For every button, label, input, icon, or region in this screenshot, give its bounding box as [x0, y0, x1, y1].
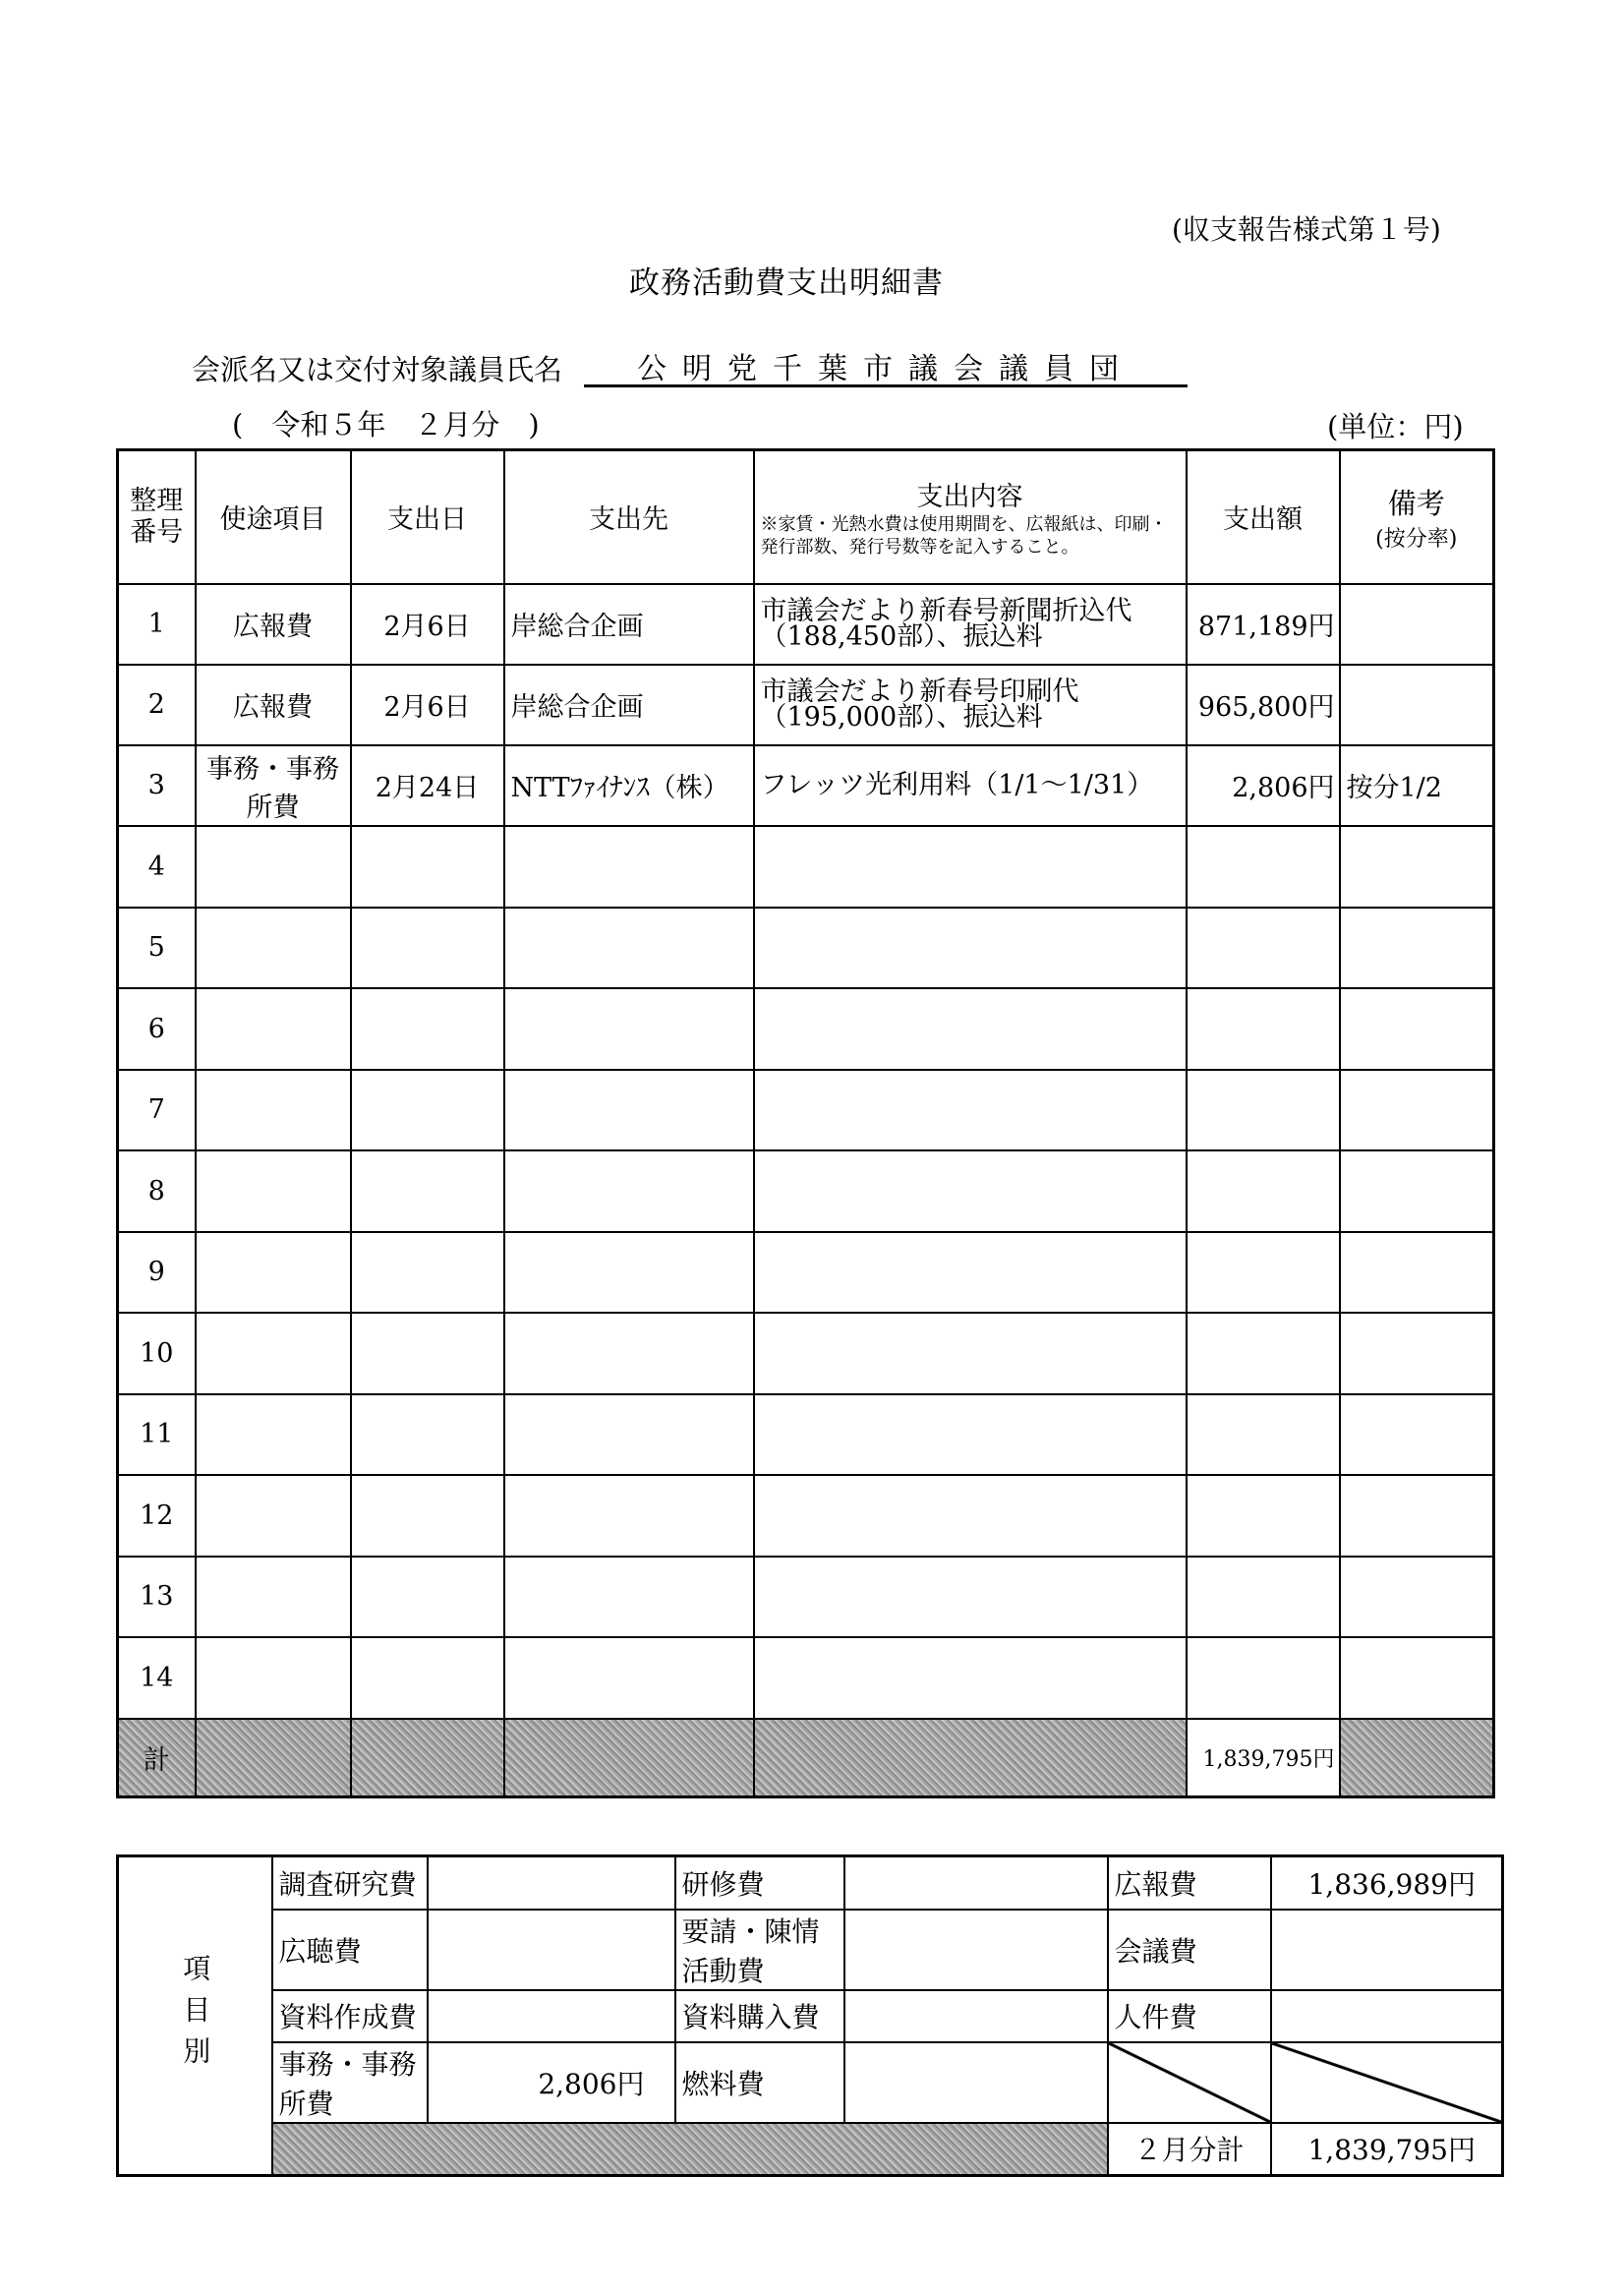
row-content: フレッツ光利用料（1/1〜1/31） — [754, 745, 1187, 826]
row-remarks — [1340, 908, 1494, 988]
row-amount — [1187, 1637, 1340, 1719]
row-amount — [1187, 1475, 1340, 1557]
row-content — [754, 908, 1187, 988]
row-number: 1 — [118, 584, 196, 665]
row-payee — [504, 1394, 754, 1475]
row-remarks — [1340, 1557, 1494, 1637]
value-petition — [844, 1910, 1108, 1990]
row-date — [351, 1394, 504, 1475]
row-remarks — [1340, 1070, 1494, 1150]
row-content — [754, 1313, 1187, 1394]
name-label: 会派名又は交付対象議員氏名 — [192, 353, 563, 386]
label-month-total: ２月分計 — [1108, 2123, 1271, 2176]
row-amount — [1187, 1313, 1340, 1394]
row-amount — [1187, 988, 1340, 1070]
total-row — [118, 1719, 1494, 1797]
row-purpose: 事務・事務所費 — [196, 745, 351, 826]
period: ( 令和５年 ２月分 ) — [232, 408, 540, 441]
unit-label: (単位：円) — [1327, 410, 1464, 443]
header-payee: 支出先 — [504, 450, 754, 584]
label-training: 研修費 — [675, 1856, 844, 1910]
document-title: 政務活動費支出明細書 — [629, 265, 944, 301]
row-date — [351, 1637, 504, 1719]
name-value: 公明党千葉市議会議員団 — [584, 344, 1188, 387]
row-number: 2 — [118, 665, 196, 745]
row-content: 市議会だより新春号新聞折込代（188,450部）、振込料 — [754, 584, 1187, 665]
value-personnel — [1271, 1990, 1503, 2042]
row-date — [351, 988, 504, 1070]
table-row — [118, 908, 1494, 988]
value-material — [428, 1990, 675, 2042]
row-date — [351, 1150, 504, 1232]
row-content — [754, 1394, 1187, 1475]
row-remarks — [1340, 584, 1494, 665]
row-payee — [504, 1313, 754, 1394]
value-office: 2,806円 — [428, 2042, 675, 2123]
row-remarks — [1340, 826, 1494, 908]
label-fuel: 燃料費 — [675, 2042, 844, 2123]
row-purpose — [196, 1070, 351, 1150]
row-date: 2月6日 — [351, 665, 504, 745]
row-number: 14 — [118, 1637, 196, 1719]
row-date: 2月24日 — [351, 745, 504, 826]
row-number: 3 — [118, 745, 196, 826]
value-pr: 1,836,989円 — [1271, 1856, 1503, 1910]
row-number: 5 — [118, 908, 196, 988]
row-number: 4 — [118, 826, 196, 908]
row-remarks — [1340, 1313, 1494, 1394]
row-payee — [504, 1637, 754, 1719]
row-payee — [504, 1557, 754, 1637]
row-amount: 965,800円 — [1187, 665, 1340, 745]
row-amount: 2,806円 — [1187, 745, 1340, 826]
total-amount: 1,839,795円 — [1187, 1719, 1340, 1797]
row-payee — [504, 1150, 754, 1232]
table-row — [118, 1475, 1494, 1557]
label-meeting: 会議費 — [1108, 1910, 1271, 1990]
label-personnel: 人件費 — [1108, 1990, 1271, 2042]
total-blank — [1340, 1719, 1494, 1797]
value-research — [428, 1856, 675, 1910]
row-number: 12 — [118, 1475, 196, 1557]
header-content: 支出内容 ※家賃・光熱水費は使用期間を、広報紙は、印刷・発行部数、発行号数等を記入すること。 — [754, 450, 1187, 584]
row-date — [351, 908, 504, 988]
row-remarks — [1340, 988, 1494, 1070]
row-remarks — [1340, 1637, 1494, 1719]
row-date — [351, 1232, 504, 1313]
row-number: 7 — [118, 1070, 196, 1150]
row-payee — [504, 1475, 754, 1557]
row-payee — [504, 908, 754, 988]
table-row — [118, 1070, 1494, 1150]
diagonal-blank — [1271, 2042, 1503, 2123]
table-row — [118, 1313, 1494, 1394]
row-number: 13 — [118, 1557, 196, 1637]
row-number: 6 — [118, 988, 196, 1070]
row-payee — [504, 1232, 754, 1313]
total-label: 計 — [118, 1719, 196, 1797]
row-content — [754, 988, 1187, 1070]
total-blank — [351, 1719, 504, 1797]
row-amount: 871,189円 — [1187, 584, 1340, 665]
row-purpose — [196, 1232, 351, 1313]
row-purpose: 広報費 — [196, 584, 351, 665]
header-purpose: 使途項目 — [196, 450, 351, 584]
form-number: (収支報告様式第１号) — [1172, 213, 1441, 246]
summary-shaded-area — [272, 2123, 1108, 2176]
header-date: 支出日 — [351, 450, 504, 584]
row-date — [351, 1475, 504, 1557]
row-amount — [1187, 1070, 1340, 1150]
label-hearing: 広聴費 — [272, 1910, 428, 1990]
row-purpose — [196, 1557, 351, 1637]
label-purchase: 資料購入費 — [675, 1990, 844, 2042]
row-purpose — [196, 1150, 351, 1232]
row-purpose: 広報費 — [196, 665, 351, 745]
value-hearing — [428, 1910, 675, 1990]
row-content — [754, 1637, 1187, 1719]
value-fuel — [844, 2042, 1108, 2123]
label-office: 事務・事務所費 — [272, 2042, 428, 2123]
label-material: 資料作成費 — [272, 1990, 428, 2042]
total-blank — [196, 1719, 351, 1797]
row-payee: 岸総合企画 — [504, 665, 754, 745]
expense-table — [116, 448, 1495, 1798]
row-remarks — [1340, 1475, 1494, 1557]
row-remarks — [1340, 1232, 1494, 1313]
table-row — [118, 1394, 1494, 1475]
row-payee: NTTﾌｧｲﾅﾝｽ（株） — [504, 745, 754, 826]
row-content: 市議会だより新春号印刷代（195,000部）、振込料 — [754, 665, 1187, 745]
table-row — [118, 584, 1494, 665]
row-date — [351, 1557, 504, 1637]
row-payee — [504, 1070, 754, 1150]
table-row — [118, 665, 1494, 745]
summary-side-label: 項目別 — [118, 1856, 272, 2176]
row-content — [754, 1070, 1187, 1150]
row-remarks — [1340, 1150, 1494, 1232]
table-row — [118, 988, 1494, 1070]
header-amount: 支出額 — [1187, 450, 1340, 584]
total-blank — [754, 1719, 1187, 1797]
header-number: 整理番号 — [118, 450, 196, 584]
label-petition: 要請・陳情活動費 — [675, 1910, 844, 1990]
row-amount — [1187, 1150, 1340, 1232]
table-row — [118, 1637, 1494, 1719]
row-number: 9 — [118, 1232, 196, 1313]
table-row — [118, 745, 1494, 826]
table-row — [118, 1150, 1494, 1232]
row-date — [351, 1070, 504, 1150]
row-amount — [1187, 1232, 1340, 1313]
row-purpose — [196, 908, 351, 988]
row-amount — [1187, 826, 1340, 908]
row-purpose — [196, 1313, 351, 1394]
value-training — [844, 1856, 1108, 1910]
row-date — [351, 826, 504, 908]
total-blank — [504, 1719, 754, 1797]
row-purpose — [196, 1394, 351, 1475]
row-remarks — [1340, 665, 1494, 745]
label-pr: 広報費 — [1108, 1856, 1271, 1910]
value-purchase — [844, 1990, 1108, 2042]
row-purpose — [196, 1637, 351, 1719]
row-content — [754, 1232, 1187, 1313]
row-number: 10 — [118, 1313, 196, 1394]
row-payee: 岸総合企画 — [504, 584, 754, 665]
row-date: 2月6日 — [351, 584, 504, 665]
table-row — [118, 826, 1494, 908]
row-content — [754, 826, 1187, 908]
row-amount — [1187, 1394, 1340, 1475]
row-amount — [1187, 1557, 1340, 1637]
row-remarks — [1340, 1394, 1494, 1475]
row-content — [754, 1475, 1187, 1557]
row-payee — [504, 826, 754, 908]
row-purpose — [196, 988, 351, 1070]
value-month-total: 1,839,795円 — [1271, 2123, 1503, 2176]
row-content — [754, 1150, 1187, 1232]
row-purpose — [196, 1475, 351, 1557]
category-summary-table — [116, 1854, 1504, 2177]
diagonal-blank — [1108, 2042, 1271, 2123]
row-number: 11 — [118, 1394, 196, 1475]
table-row — [118, 1232, 1494, 1313]
row-remarks: 按分1/2 — [1340, 745, 1494, 826]
row-number: 8 — [118, 1150, 196, 1232]
value-meeting — [1271, 1910, 1503, 1990]
row-amount — [1187, 908, 1340, 988]
table-header — [118, 450, 1494, 584]
row-payee — [504, 988, 754, 1070]
row-content — [754, 1557, 1187, 1637]
row-date — [351, 1313, 504, 1394]
label-research: 調査研究費 — [272, 1856, 428, 1910]
table-row — [118, 1557, 1494, 1637]
row-purpose — [196, 826, 351, 908]
header-remarks: 備考 (按分率) — [1340, 450, 1494, 584]
